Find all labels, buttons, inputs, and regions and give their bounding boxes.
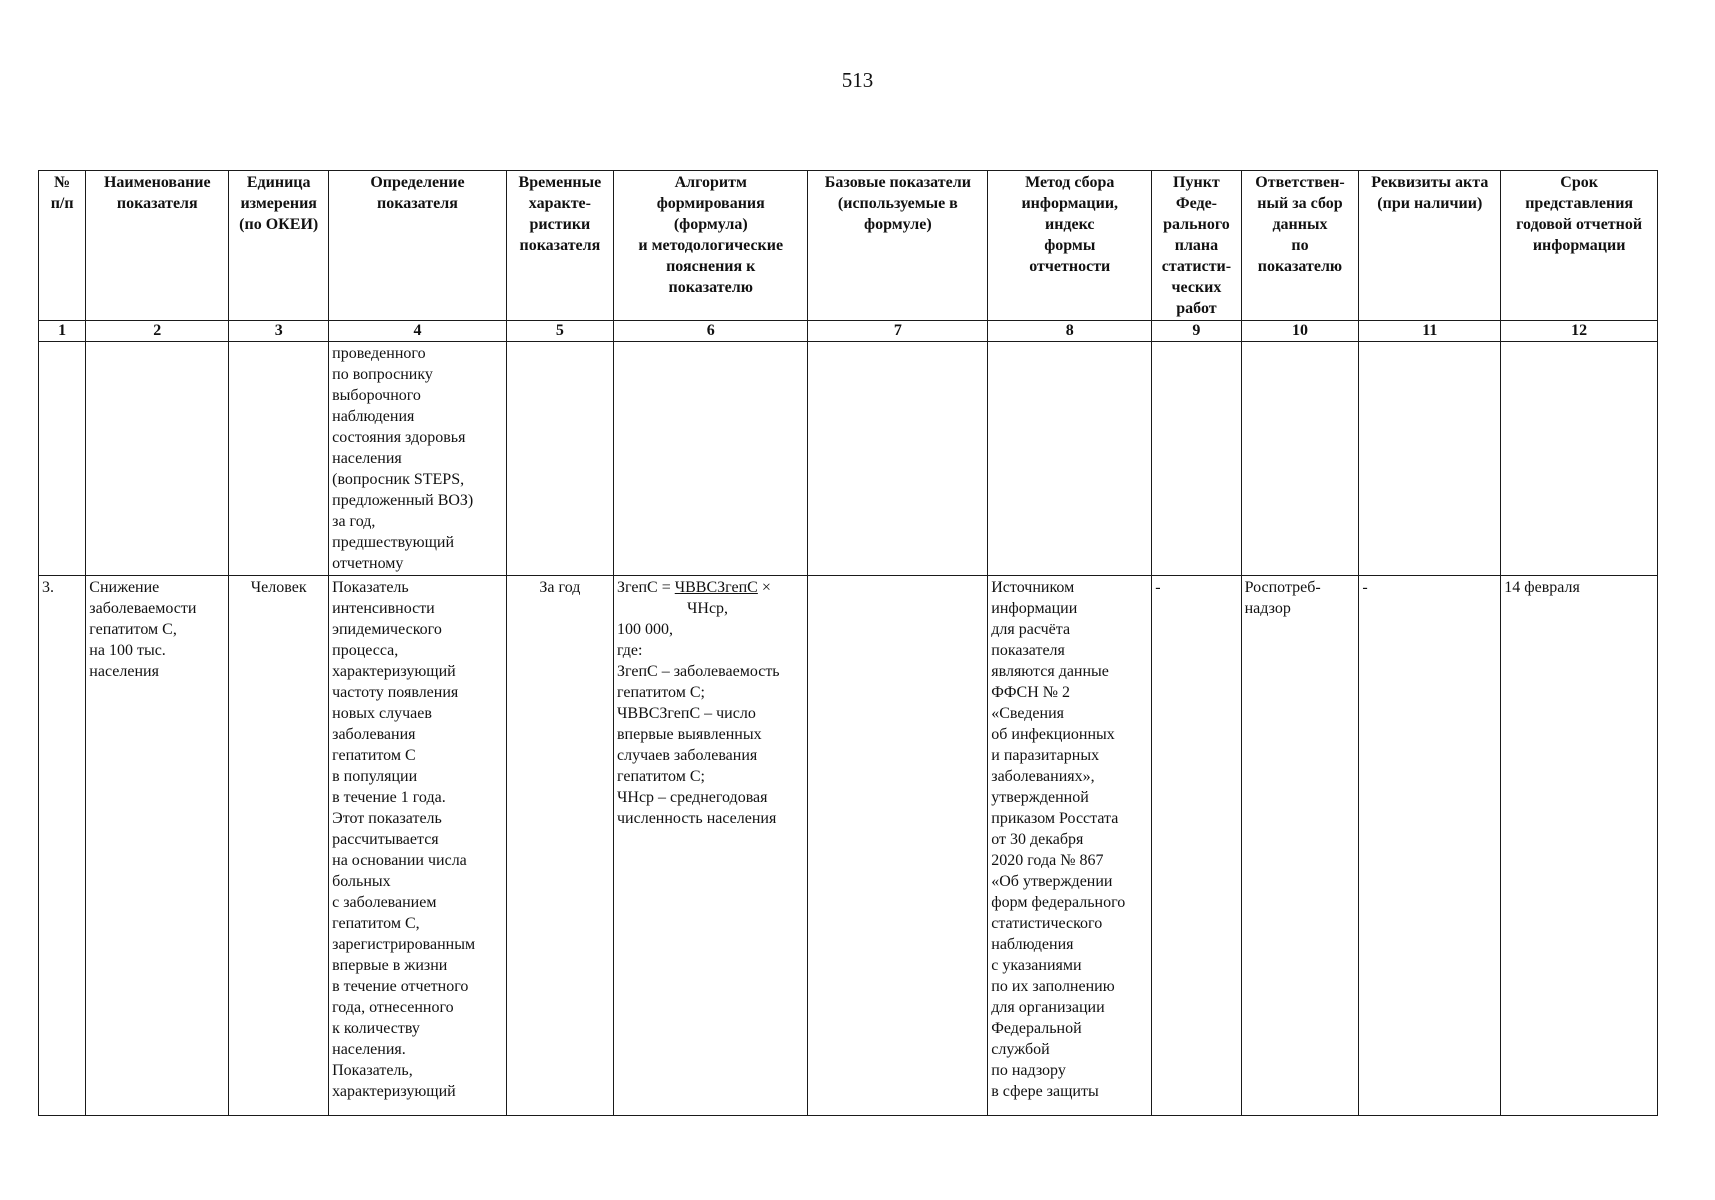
formula-multiplier: 100 000, — [617, 621, 673, 638]
col-number: 3 — [229, 321, 329, 342]
table-cell — [1501, 342, 1658, 576]
col-number: 9 — [1152, 321, 1241, 342]
definition-cell: Показатель интенсивности эпидемического процесса, характеризующий частоту появления новых случаев заболевания гепатитом С в популяции в течение 1 года. Этот показатель рассчитывается на основании числа больных с заболеванием гепатитом С, зарегистрированным впервые в жизни в течение отчетного года, отнесенного к количеству населения. Показатель, характеризующий — [329, 576, 507, 1116]
page-number: 513 — [841, 68, 874, 92]
col-header-definition: Определение показателя — [329, 171, 507, 321]
col-header-period: Временные характе- ристики показателя — [506, 171, 613, 321]
col-header-responsible: Ответствен- ный за сбор данных по показателю — [1241, 171, 1359, 321]
responsible-cell: Роспотреб- надзор — [1241, 576, 1359, 1116]
formula-cell — [614, 576, 808, 1116]
table-row — [39, 576, 1658, 1116]
col-number: 8 — [988, 321, 1152, 342]
col-number: 10 — [1241, 321, 1359, 342]
formula-times: × — [757, 579, 771, 596]
formula-where: где: — [617, 642, 643, 659]
formula-lhs: ЗгепС — [617, 579, 658, 596]
table-cell — [1152, 342, 1241, 576]
period-cell: За год — [506, 576, 613, 1116]
table-cell — [1359, 342, 1501, 576]
table-cell — [1241, 342, 1359, 576]
col-header-plan-item: Пункт Феде- рального плана статисти- ческих работ — [1152, 171, 1241, 321]
col-header-unit: Единица измерения (по ОКЕИ) — [229, 171, 329, 321]
table-cell — [614, 342, 808, 576]
continuation-definition-cell: проведенного по вопроснику выборочного наблюдения состояния здоровья населения (вопросник STEPS, предложенный ВОЗ) за год, предшествующий отчетному — [329, 342, 507, 576]
table-cell — [39, 342, 86, 576]
plan-item-cell: - — [1152, 576, 1241, 1116]
method-cell: Источником информации для расчёта показателя являются данные ФФСН № 2 «Сведения об инфекционных и паразитарных заболеваниях», утвержденной приказом Росстата от 30 декабря 2020 года № 867 «Об утверждении форм федерального статистического наблюдения с указаниями по их заполнению для организации Федеральной службой по надзору в сфере защиты — [988, 576, 1152, 1116]
table-cell — [808, 342, 988, 576]
base-indicators-cell — [808, 576, 988, 1116]
col-header-number: № п/п — [39, 171, 86, 321]
col-number: 6 — [614, 321, 808, 342]
table-cell — [506, 342, 613, 576]
col-header-method: Метод сбора информации, индекс формы отчетности — [988, 171, 1152, 321]
table-cell — [229, 342, 329, 576]
formula-equals: = — [657, 579, 675, 596]
col-header-formula: Алгоритм формирования (формула) и методологические пояснения к показателю — [614, 171, 808, 321]
formula-explanation: ЗгепС – заболеваемость гепатитом С; ЧВВСЗгепС – число впервые выявленных случаев заболевания гепатитом С; ЧНср – среднегодовая численность населения — [617, 663, 780, 827]
indicators-table — [38, 170, 1658, 1116]
col-header-base-indicators: Базовые показатели (используемые в формуле) — [808, 171, 988, 321]
column-numbers-row — [39, 321, 1658, 342]
formula-denominator: ЧНср, — [687, 600, 729, 617]
col-header-act-details: Реквизиты акта (при наличии) — [1359, 171, 1501, 321]
formula-main-line — [617, 577, 804, 598]
table-header-row — [39, 171, 1658, 321]
formula-numerator: ЧВВСЗгепС — [674, 579, 758, 596]
col-number: 12 — [1501, 321, 1658, 342]
table-row — [39, 342, 1658, 576]
col-header-deadline: Срок представления годовой отчетной информации — [1501, 171, 1658, 321]
table-cell — [86, 342, 229, 576]
table-cell — [988, 342, 1152, 576]
col-number: 11 — [1359, 321, 1501, 342]
col-number: 5 — [506, 321, 613, 342]
act-details-cell: - — [1359, 576, 1501, 1116]
col-number: 2 — [86, 321, 229, 342]
col-number: 7 — [808, 321, 988, 342]
col-number: 4 — [329, 321, 507, 342]
col-header-name: Наименование показателя — [86, 171, 229, 321]
row-number-cell: 3. — [39, 576, 86, 1116]
indicator-name-cell: Снижение заболеваемости гепатитом С, на 100 тыс. населения — [86, 576, 229, 1116]
deadline-cell: 14 февраля — [1501, 576, 1658, 1116]
col-number: 1 — [39, 321, 86, 342]
unit-cell: Человек — [229, 576, 329, 1116]
